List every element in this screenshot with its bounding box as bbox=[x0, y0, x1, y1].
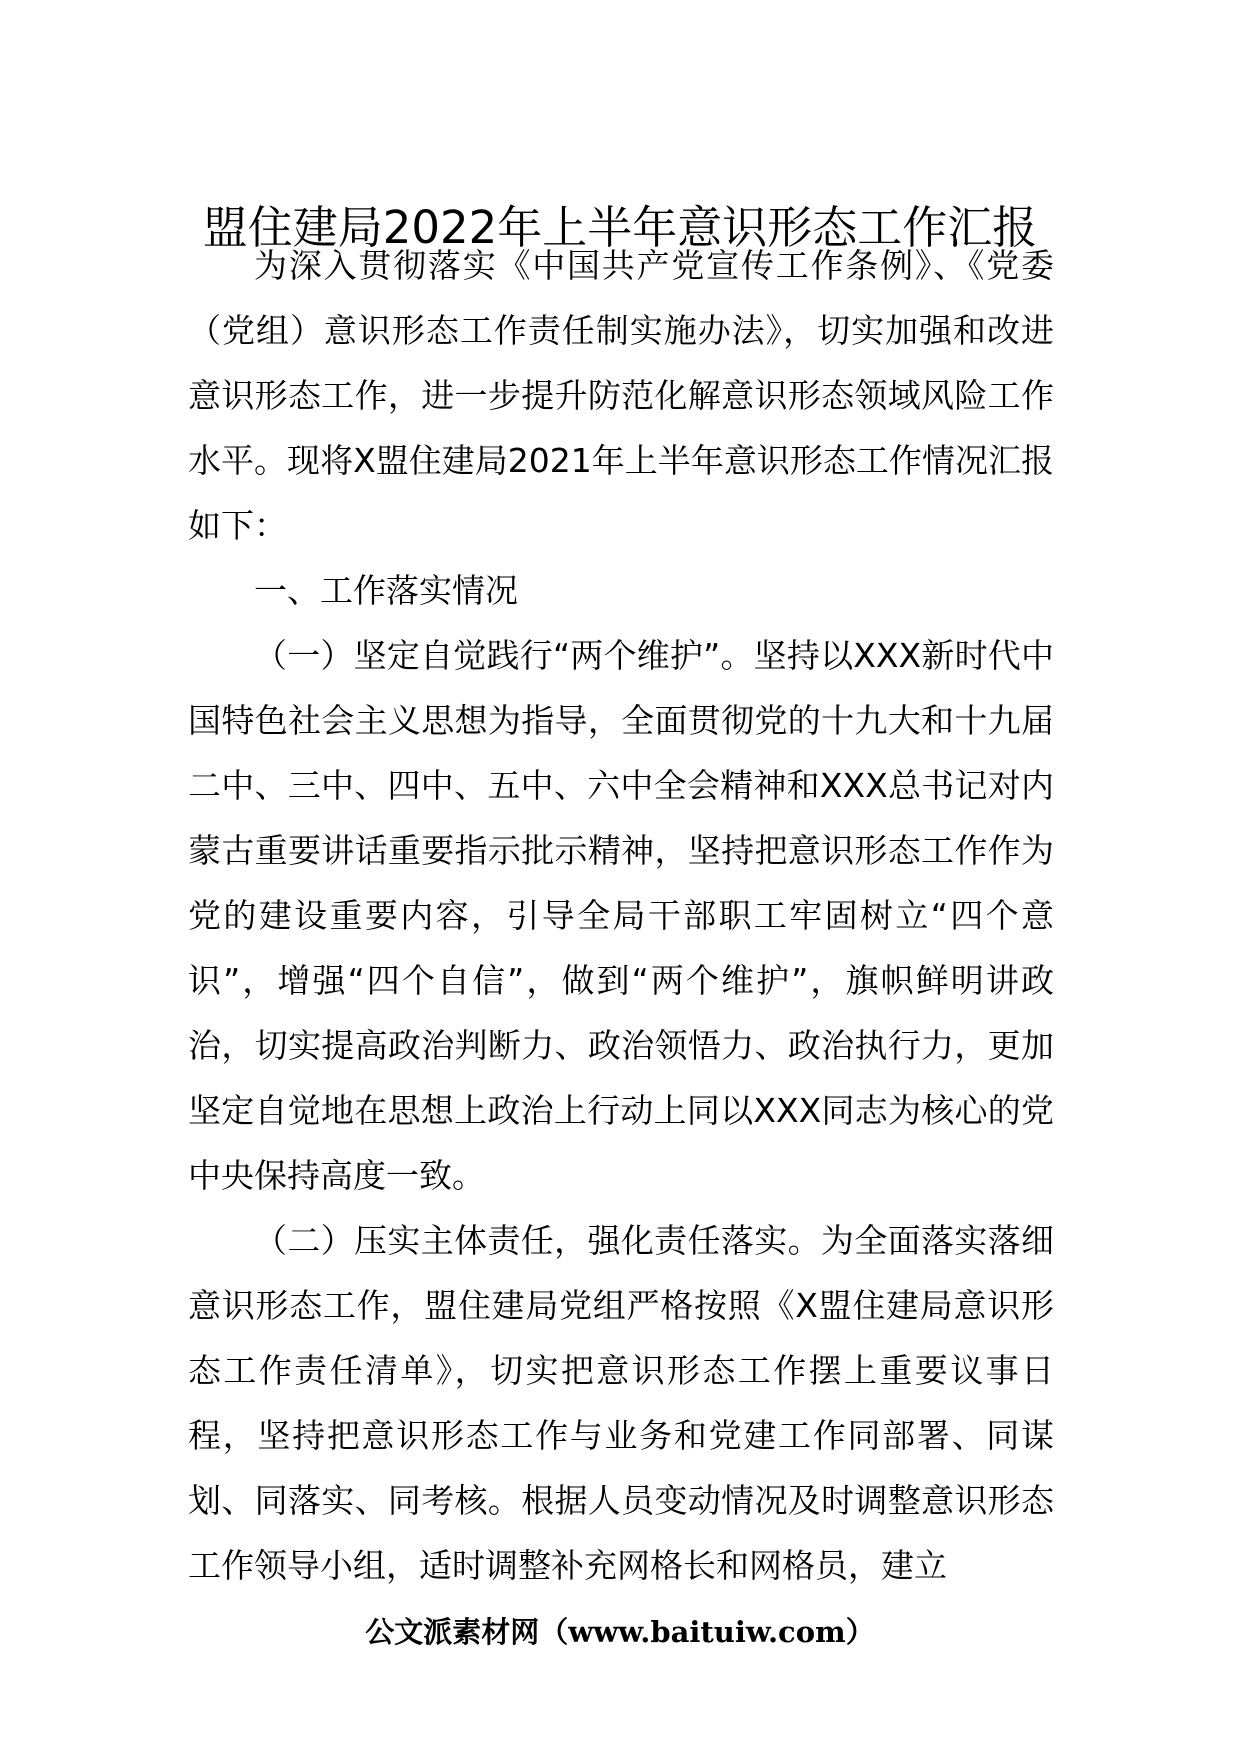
footer-source-watermark: 公文派素材网（www.baituiw.com） bbox=[365, 1615, 875, 1649]
section-heading-work-implementation: 一、工作落实情况 bbox=[254, 571, 518, 610]
paragraph-intro: 为深入贯彻落实《中国共产党宣传工作条例》、《党委（党组）意识形态工作责任制实施办法》，切实加强和改进意识形态工作，进一步提升防范化解意识形态领域风险工作水平。现将X盟住建局2021年上半年意识形态工作情况汇报如下： bbox=[188, 246, 1054, 545]
paragraph-two-safeguards: （一）坚定自觉践行“两个维护”。坚持以XXX新时代中国特色社会主义思想为指导，全面贯彻党的十九大和十九届二中、三中、四中、五中、六中全会精神和XXX总书记对内蒙古重要讲话重要指示批示精神，坚持把意识形态工作作为党的建设重要内容，引导全局干部职工牢固树立“四个意识”，增强“四个自信”，做到“两个维护”，旗帜鲜明讲政治，切实提高政治判断力、政治领悟力、政治执行力，更加坚定自觉地在思想上政治上行动上同以XXX同志为核心的党中央保持高度一致。 bbox=[188, 636, 1054, 1195]
paragraph-main-responsibility: （二）压实主体责任，强化责任落实。为全面落实落细意识形态工作，盟住建局党组严格按照《X盟住建局意识形态工作责任清单》，切实把意识形态工作摆上重要议事日程，坚持把意识形态工作与业务和党建工作同部署、同谋划、同落实、同考核。根据人员变动情况及时调整意识形态工作领导小组，适时调整补充网格长和网格员，建立 bbox=[188, 1221, 1054, 1585]
document-title: 盟住建局2022年上半年意识形态工作汇报 bbox=[202, 201, 1038, 255]
document-body bbox=[188, 233, 1054, 1598]
